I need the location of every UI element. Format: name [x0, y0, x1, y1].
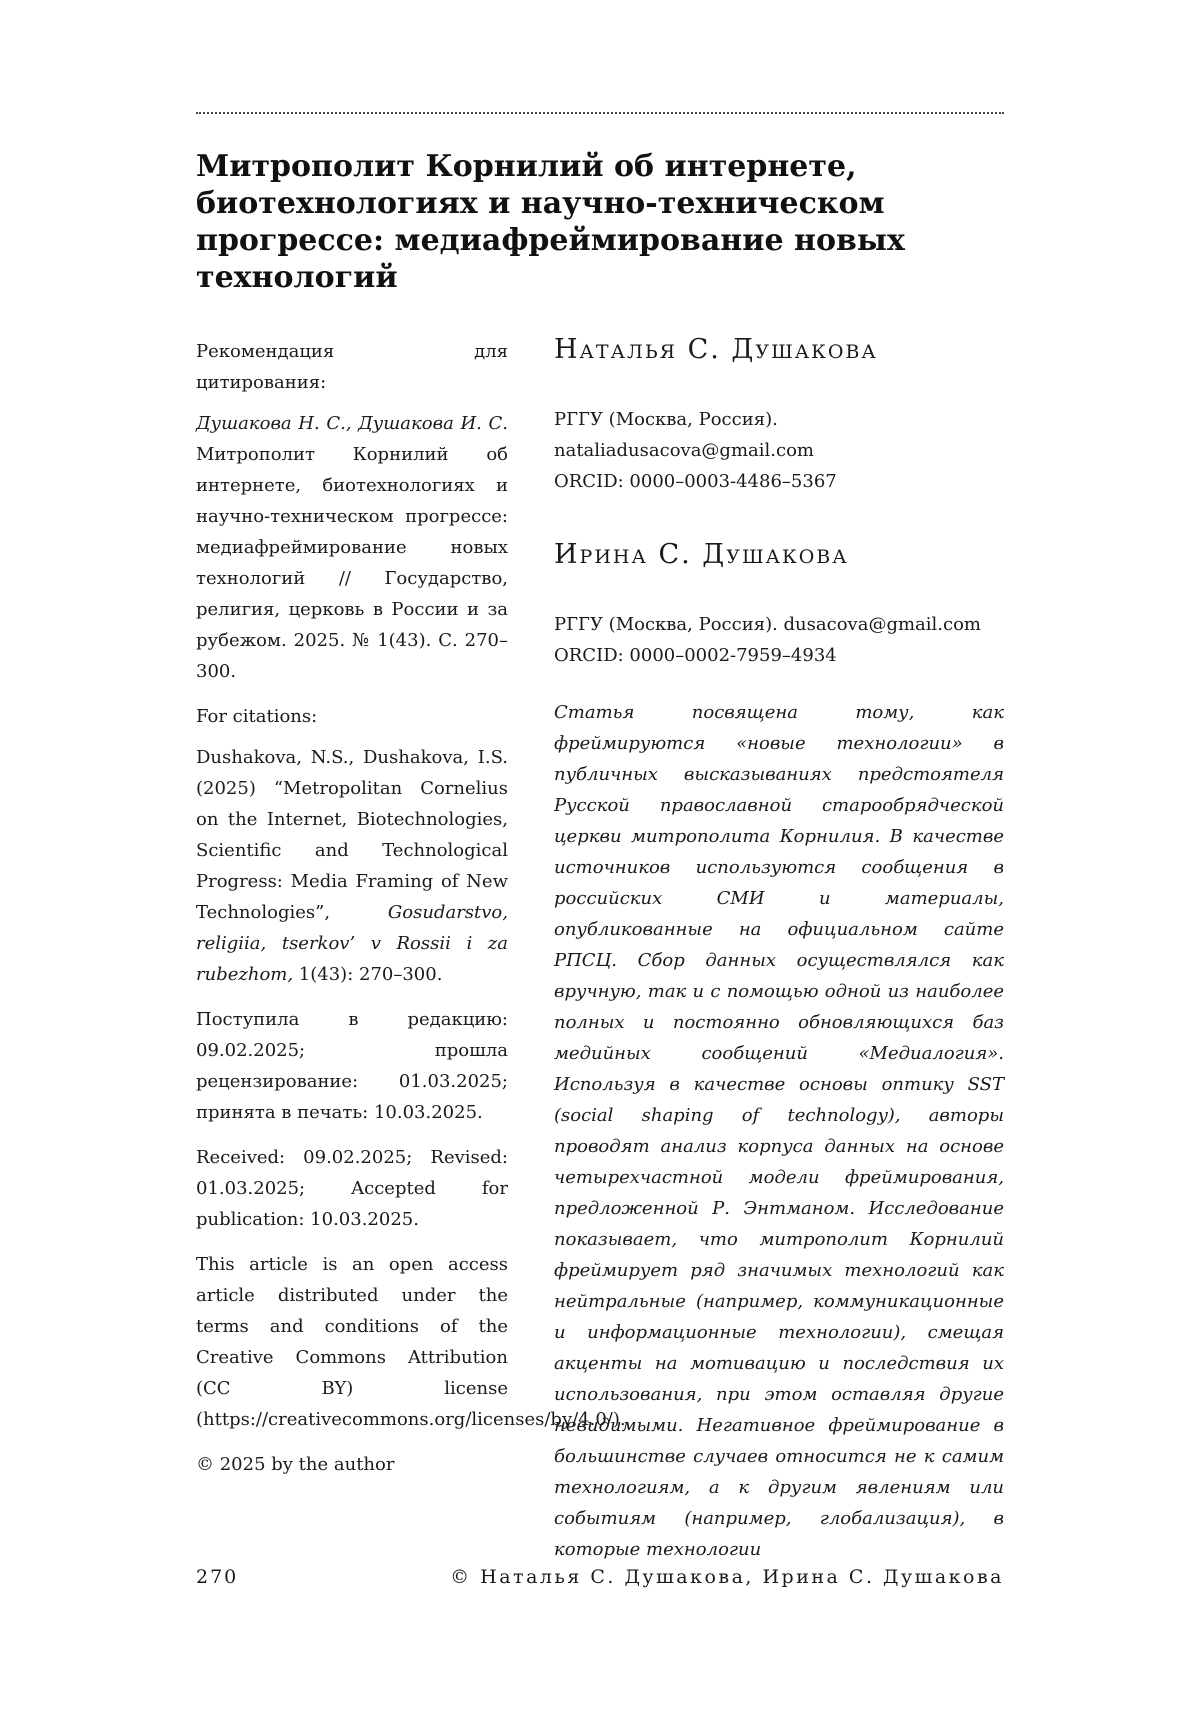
author-name: Ирина С. Душакова — [554, 539, 849, 570]
copyright-text: © 2025 by the author — [196, 1454, 395, 1475]
citation-ru — [196, 408, 508, 687]
author-affiliation — [554, 404, 1004, 497]
author-block — [554, 330, 1004, 497]
page-footer — [196, 1566, 1004, 1588]
author-orcid: ORCID: 0000–0002-7959–4934 — [554, 645, 837, 666]
dates-ru: Поступила в редакцию: 09.02.2025; прошла рецензирование: 01.03.2025; принята в печать: 10.03.2025. — [196, 1009, 508, 1123]
author-affiliation — [554, 609, 1004, 671]
page-number: 270 — [196, 1566, 239, 1588]
affiliation-line: РГГУ (Москва, Россия). — [554, 409, 778, 430]
citation-ru-authors: Душакова Н. С., Душакова И. С. — [196, 413, 508, 434]
header-dotted-rule — [196, 112, 1004, 114]
citation-column — [196, 336, 626, 1494]
citation-en-text-2: 1(43): 270–300. — [293, 964, 443, 985]
dates-en: Received: 09.02.2025; Revised: 01.03.2025; Accepted for publication: 10.03.2025. — [196, 1147, 508, 1230]
running-footer: © Наталья С. Душакова, Ирина С. Душакова — [450, 1566, 1004, 1588]
author-block — [554, 535, 1004, 671]
citation-en — [196, 742, 508, 990]
article-title: Митрополит Корнилий об интернете, биотехнологиях и научно-техническом прогрессе: медиафреймирование новых технологий — [196, 149, 905, 295]
license-text: This article is an open access article distributed under the terms and conditions of the Creative Commons Attribution (CC BY) license (https://creativecommons.org/licenses/by/4.0/). — [196, 1254, 626, 1430]
citation-en-text-1: Dushakova, N.S., Dushakova, I.S. (2025) “Metropolitan Cornelius on the Internet, Biotechnologies, Scientific and Technological Progress: Media Framing of New Technologies”, — [196, 747, 508, 923]
author-orcid: ORCID: 0000–0003-4486–5367 — [554, 471, 837, 492]
citation-ru-text: Митрополит Корнилий об интернете, биотехнологиях и научно-техническом прогрессе: медиафреймирование новых технологий // Государство, религия, церковь в России и за рубежом. 2025. № 1(43). С. 270–300. — [196, 444, 508, 682]
author-email: nataliadusacova@gmail.com — [554, 440, 814, 461]
author-name: Наталья С. Душакова — [554, 334, 878, 365]
authors-abstract-column — [554, 330, 1004, 1565]
affiliation-email-line: РГГУ (Москва, Россия). dusacova@gmail.com — [554, 614, 981, 635]
citation-en-journal: Gosudarstvo, religiia, tserkov’ v Rossii i za rubezhom, — [196, 902, 508, 985]
citation-ru-label: Рекомендация для цитирования: — [196, 341, 508, 393]
citation-en-label: For citations: — [196, 706, 318, 727]
abstract-text: Статья посвящена тому, как фреймируются «новые технологии» в публичных высказываниях предстоятеля Русской православной старообрядческой церкви митрополита Корнилия. В качестве источников используются сообщения в российских СМИ и материалы, опубликованные на официальном сайте РПСЦ. Сбор данных осуществлялся как вручную, так и с помощью одной из наиболее полных и постоянно обновляющихся баз медийных сообщений «Медиалогия». Используя в качестве основы оптику SST (social shaping of technology), авторы проводят анализ корпуса данных на основе четырехчастной модели фреймирования, предложенной Р. Энтманом. Исследование показывает, что митрополит Корнилий фреймирует ряд значимых технологий как нейтральные (например, коммуникационные и информационные технологии), смещая акценты на мотивацию и последствия их использования, при этом оставляя другие невидимыми. Негативное фреймирование в большинстве случаев относится не к самим технологиям, а к другим явлениям или событиям (например, глобализация), в которые технологии — [554, 702, 1004, 1560]
